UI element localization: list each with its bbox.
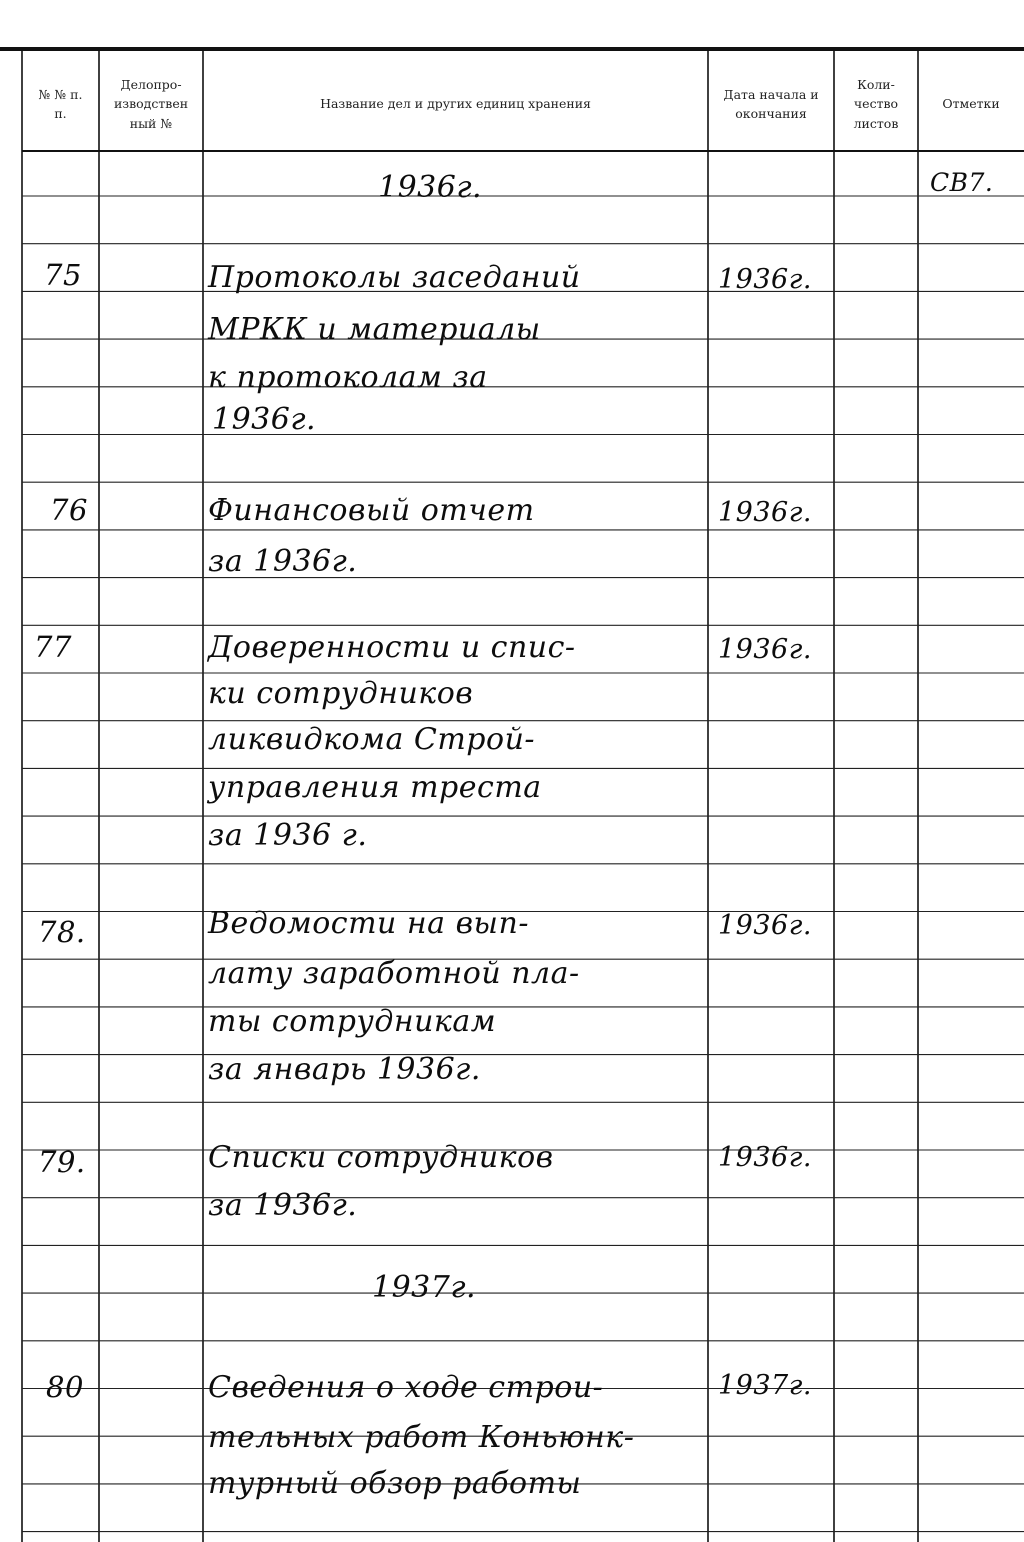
entry-77-line-5: за 1936 г. — [208, 818, 368, 853]
entry-77-number: 77 — [34, 630, 72, 664]
entry-78-line-4: за январь 1936г. — [208, 1052, 481, 1087]
notes-mark: СВ7. — [930, 168, 994, 197]
year-heading-1937: 1937г. — [372, 1270, 477, 1305]
entry-78-line-3: ты сотрудникам — [208, 1004, 497, 1039]
entry-77-date: 1936г. — [718, 634, 812, 665]
entry-80-line-2: тельных работ Коньюнк- — [208, 1420, 635, 1455]
entry-76-line-1: Финансовый отчет — [208, 493, 535, 528]
entry-80-line-3: турный обзор работы — [208, 1466, 582, 1501]
header-office-num — [99, 58, 203, 150]
entry-77-line-4: управления треста — [208, 770, 542, 805]
header-dates-label: Дата начала и окончания — [723, 86, 819, 121]
header-num-label: № № п. п. — [38, 86, 83, 121]
header-num — [22, 58, 99, 150]
entry-75-line-3: к протоколам за — [208, 360, 488, 395]
entry-75-line-4: 1936г. — [212, 402, 317, 437]
header-office-num-label: Делопро- изводствен ный № — [113, 76, 189, 131]
entry-76-line-2: за 1936г. — [208, 544, 358, 579]
header-dates — [708, 58, 834, 150]
header-notes — [918, 58, 1024, 150]
entry-79-line-2: за 1936г. — [208, 1188, 358, 1223]
header-sheets-label: Коли- чество листов — [853, 76, 899, 131]
entry-75-number: 75 — [44, 258, 82, 292]
entry-80-number: 80 — [46, 1370, 84, 1404]
header-title-label: Название дел и других единиц хранения — [320, 96, 591, 112]
entry-75-date: 1936г. — [718, 264, 812, 295]
entry-75-line-2: МРКК и материалы — [208, 312, 541, 347]
top-border — [0, 47, 1024, 51]
entry-79-number: 79. — [38, 1145, 86, 1179]
entry-78-line-2: лату заработной пла- — [208, 956, 580, 991]
entry-78-line-1: Ведомости на вып- — [208, 906, 529, 941]
year-heading-1936: 1936г. — [378, 170, 483, 205]
header-notes-label: Отметки — [942, 96, 1000, 112]
entry-75-line-1: Протоколы заседаний — [208, 260, 581, 295]
header-sheets — [834, 58, 918, 150]
header-title — [203, 58, 708, 150]
entry-76-date: 1936г. — [718, 497, 812, 528]
entry-79-date: 1936г. — [718, 1142, 812, 1173]
entry-77-line-3: ликвидкома Строй- — [208, 722, 536, 757]
entry-78-date: 1936г. — [718, 910, 812, 941]
entry-77-line-1: Доверенности и спис- — [208, 630, 576, 665]
horizontal-rules — [22, 196, 1024, 1532]
entry-80-line-1: Сведения о ходе строи- — [208, 1370, 604, 1405]
entry-77-line-2: ки сотрудников — [208, 676, 474, 711]
entry-78-number: 78. — [38, 915, 86, 949]
entry-76-number: 76 — [50, 493, 88, 527]
entry-79-line-1: Списки сотрудников — [208, 1140, 554, 1175]
entry-80-date: 1937г. — [718, 1370, 812, 1401]
